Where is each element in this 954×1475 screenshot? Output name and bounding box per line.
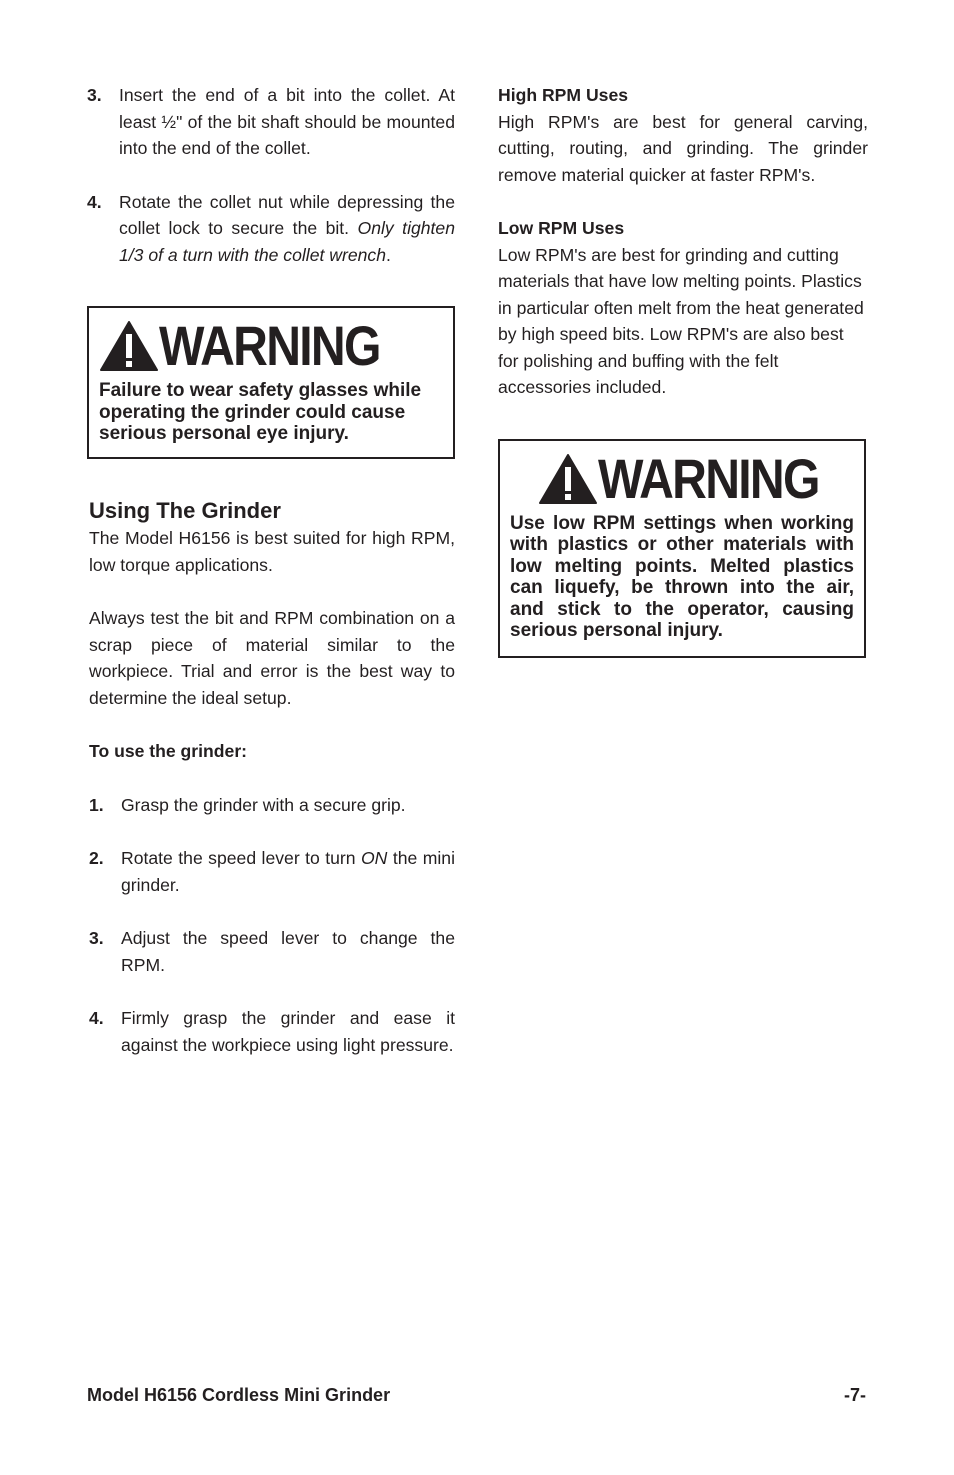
- subheading-low-rpm: Low RPM Uses: [498, 218, 625, 238]
- warning-text: Use low RPM settings when working with plastics or other materials with low melting points. Melted plastics can liquefy, be thrown into the air, and stick to the operator, causing serious personal injury.: [510, 512, 854, 641]
- warning-text: Failure to wear safety glasses while operating the grinder could cause serious personal eye injury.: [99, 380, 422, 444]
- step-text: Insert the end of a bit into the collet. At least ½" of the bit shaft should be mounted into the end of the collet.: [119, 85, 455, 158]
- warning-title: WARNING: [598, 446, 819, 510]
- warning-triangle-icon: [99, 320, 159, 372]
- step-number: 3.: [89, 928, 104, 948]
- list-item: [87, 1005, 455, 1058]
- list-item: [87, 189, 455, 269]
- page-number: -7-: [844, 1385, 866, 1405]
- warning-box-glasses: [87, 306, 455, 459]
- step-text: Firmly grasp the grinder and ease it against the workpiece using light pressure.: [121, 1008, 455, 1055]
- list-item: [87, 925, 455, 978]
- warning-header: [99, 316, 443, 376]
- step-text: Rotate the speed lever to turn ON the mini grinder.: [121, 848, 455, 895]
- step-text: Rotate the collet nut while depressing the collet lock to secure the bit. Only tighten 1/3 of a turn with the collet wrench.: [119, 191, 456, 265]
- left-column: [87, 82, 455, 1058]
- step-number: 1.: [89, 794, 104, 815]
- warning-title: WARNING: [159, 314, 380, 377]
- list-item: [87, 82, 455, 162]
- step-number: 4.: [87, 191, 102, 212]
- warning-header: [510, 446, 854, 510]
- subheading: To use the grinder:: [89, 741, 248, 761]
- paragraph: High RPM's are best for general carving, cutting, routing, and grinding. The grinder remove material quicker at faster RPM's.: [498, 111, 868, 185]
- page-footer: [87, 1385, 866, 1406]
- step-number: 3.: [87, 85, 102, 105]
- list-item: [87, 845, 455, 898]
- step-number: 2.: [89, 848, 104, 868]
- warning-box-plastics: [498, 439, 866, 658]
- paragraph: The Model H6156 is best suited for high RPM, low torque applications.: [89, 528, 455, 575]
- step-text: Adjust the speed lever to change the RPM.: [121, 928, 455, 975]
- right-column: [498, 82, 868, 658]
- paragraph: Low RPM's are best for grinding and cutting materials that have low melting points. Plastics in particular often melt from the heat generated by high speed bits. Low RPM's are also best for polishing and buffing with the felt accessories included.: [498, 244, 864, 397]
- step-number: 4.: [89, 1008, 104, 1028]
- section-title: Using The Grinder: [89, 498, 281, 523]
- warning-triangle-icon: [538, 453, 598, 505]
- list-item: [87, 792, 455, 819]
- subheading-high-rpm: High RPM Uses: [498, 85, 629, 105]
- footer-title: Model H6156 Cordless Mini Grinder: [87, 1385, 391, 1405]
- step-text: Grasp the grinder with a secure grip.: [121, 794, 406, 815]
- paragraph: Always test the bit and RPM combination on a scrap piece of material similar to the workpiece. Trial and error is the best way to determine the ideal setup.: [89, 608, 455, 708]
